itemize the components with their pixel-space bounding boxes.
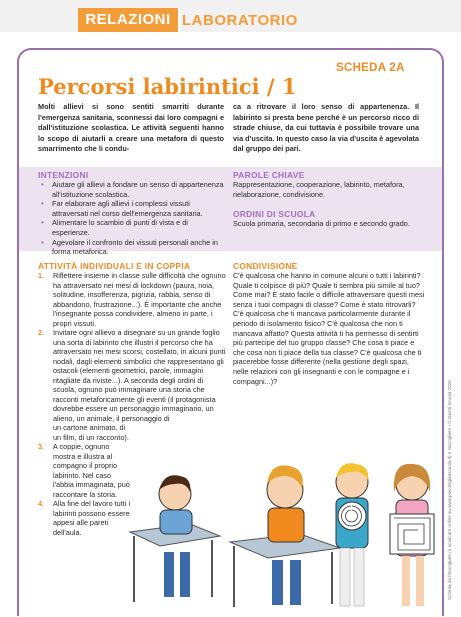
- step-text: A coppie, ognuno mostra e illustra al compagno il proprio labirinto. Nel caso l'abbia immaginata, può raccontare la storia.: [53, 442, 130, 499]
- boy-center: [267, 465, 304, 605]
- attivita-heading: ATTIVITÀ INDIVIDUALI E IN COPPIA: [38, 261, 191, 271]
- step-text: Riflettere insieme in classe sulle difficoltà che ognuno ha attraversato nei mesi di lockdown (paura, noia, solitudine, insofferenza, pigrizia, rabbia, senso di abbandono, frustrazione...). È importante che anche l'insegnante possa condividere, almeno in parte, i propri vissuti.: [53, 271, 226, 328]
- desk-center: [230, 534, 340, 607]
- step-number: 4.: [38, 499, 45, 508]
- intenzioni-item: • Far elaborare agli allievi i complessi vissuti attraversati nel corso dell'emergenza sanitaria.: [38, 199, 226, 218]
- intenzioni-heading: INTENZIONI: [38, 170, 89, 180]
- intro-text-left: Molti allievi si sono sentiti smarriti durante l'emergenza sanitaria, sconnessi dai loro compagni e dall'istituzione scolastica. Le attività seguenti hanno lo scopo di aiutarli a creare una metafora di questo smarrimento che li condu-: [38, 102, 224, 154]
- step-text-cont: un cartone animato, di un film, di un racconto).: [53, 423, 129, 442]
- step-3: [38, 442, 133, 499]
- step-number: 1.: [38, 271, 45, 280]
- tab-divider: [178, 8, 180, 32]
- condivisione-heading: CONDIVISIONE: [233, 261, 298, 271]
- desk-left: [130, 524, 220, 602]
- section-tab: RELAZIONI: [78, 8, 178, 32]
- children-drawing-mazes-illustration: [120, 432, 442, 612]
- intro-text-right: ca a ritrovare il loro senso di appartenenza. Il labirinto si presta bene perché è un percorso ricco di strade chiuse, da cui tuttavia è possibile trovare una via d'uscita. In questo caso la via d'uscita è agevolata dal gruppo dei pari.: [233, 102, 419, 154]
- intenzioni-item: • Aiutare gli allievi a fondare un senso di appartenenza all'istituzione scolastica.: [38, 180, 226, 199]
- intenzioni-item: • Alimentare lo scambio di punti di vista e di esperienze.: [38, 218, 226, 237]
- condivisione-text: C'è qualcosa che hanno in comune alcuni o tutti i labirinti? Quale ti colpisce di più? Quale ti sembra più simile al tuo? Come mai? È stato facile o difficile attraversare questi mesi senza i tuoi compagni di classe? Come è stato ritrovarli? C'è qualcosa che ti mancava particolarmente durante il periodo di isolamento fisico? C'è qualcosa che non ti mancava affatto? Questa attività ti ha permesso di sentirti più partecipe del tuo gruppo classe? Che cosa ti piace e che cosa non ti piace della tua classe? C'è qualcosa che ti piacerebbe fosse differente (nella gestione degli spazi, nelle relazioni con gli insegnanti e con le compagne e i compagni...)?: [233, 271, 425, 386]
- step-4: [38, 499, 133, 537]
- step-text: Invitare ogni allievo a disegnare su un grande foglio una sorta di labirinto che illustri il percorso che ha attraversato nei mesi scorsi, costellato, in alcuni punti nodali, dagli elementi simbolici che rappresentano gli ostacoli (elementi geometrici, parole, immagini ritagliate da riviste...). A seconda degli ordini di scuola, ognuno può immaginare una storia che racconti metaforicamente gli eventi (il protagonista dovrebbe essere un personaggio immaginario, un alieno, un animale, il personaggio di: [53, 328, 226, 423]
- boy-right: [336, 463, 368, 606]
- subsection-label: LABORATORIO: [182, 12, 298, 29]
- step-number: 3.: [38, 442, 45, 451]
- parole-chiave-heading: PAROLE CHIAVE: [233, 170, 305, 180]
- copyright-note: Scheda da fotocopiare (o scaricare online su www.psicologiaescuola.it) e raccogliere • © Giunti Scuola 2020: [447, 380, 452, 600]
- girl-right: [390, 464, 434, 606]
- intenzioni-item: • Agevolare il confronto dei vissuti personali anche in forma metaforica.: [38, 238, 226, 257]
- step-text: Alla fine del lavoro tutti i labirinti possono essere appesi alle pareti dell'aula.: [53, 499, 131, 537]
- page-title: Percorsi labirintici / 1: [38, 74, 297, 99]
- parole-chiave-text: Rappresentazione, cooperazione, labirinto, metafora, rielaborazione, condivisione.: [233, 180, 405, 199]
- step-2: [38, 328, 226, 442]
- step-1: [38, 271, 226, 328]
- ordini-heading: ORDINI DI SCUOLA: [233, 209, 316, 219]
- ordini-text: Scuola primaria, secondaria di primo e secondo grado.: [233, 219, 410, 228]
- scheda-label: SCHEDA 2A: [336, 62, 405, 74]
- step-number: 2.: [38, 328, 45, 337]
- intenzioni-list: [38, 180, 226, 257]
